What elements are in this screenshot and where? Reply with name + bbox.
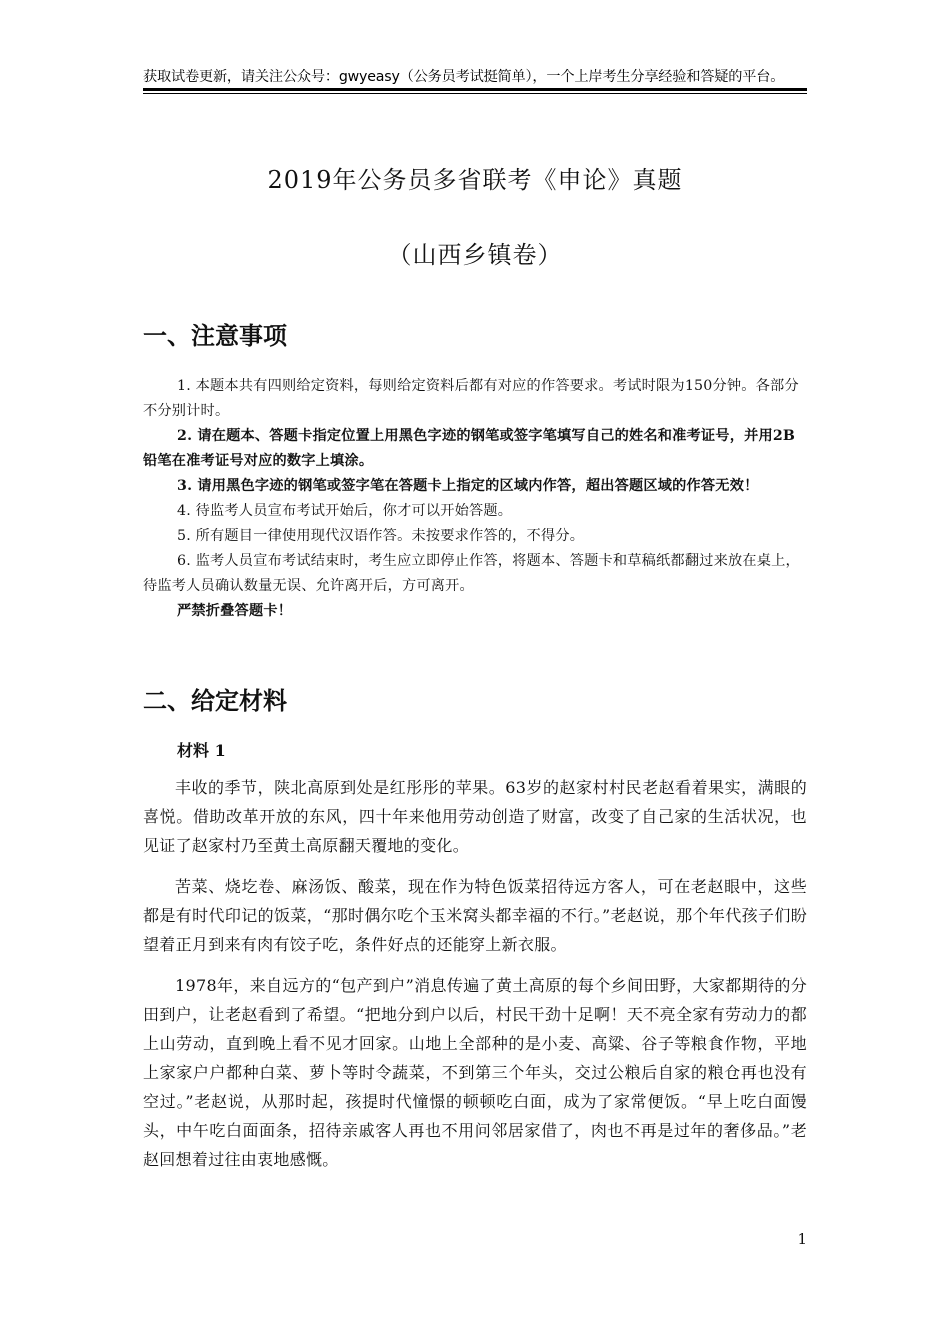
- note-item: 4. 待监考人员宣布考试开始后，你才可以开始答题。: [177, 503, 513, 519]
- note-item: 2. 请在题本、答题卡指定位置上用黑色字迹的钢笔或签字笔填写自己的姓名和准考证号，并用2B铅笔在准考证号对应的数字上填涂。: [143, 428, 796, 469]
- header-notice: 获取试卷更新，请关注公众号：gwyeasy（公务员考试挺简单），一个上岸考生分享经验和答疑的平台。: [143, 69, 785, 85]
- document-subtitle: （山西乡镇卷）: [387, 241, 563, 269]
- note-item: 5. 所有题目一律使用现代汉语作答。未按要求作答的，不得分。: [177, 528, 585, 544]
- document-title: 2019年公务员多省联考《申论》真题: [267, 166, 683, 194]
- note-item: 6. 监考人员宣布考试结束时，考生应立即停止作答，将题本、答题卡和草稿纸都翻过来放在桌上，待监考人员确认数量无误、允许离开后，方可离开。: [143, 553, 800, 594]
- header-divider-thin: [143, 93, 807, 94]
- note-warning: 严禁折叠答题卡！: [177, 603, 293, 619]
- note-item: 3. 请用黑色字迹的钢笔或签字笔在答题卡上指定的区域内作答，超出答题区域的作答无效！: [177, 478, 759, 494]
- material-label: 材料 1: [177, 741, 226, 760]
- notes-heading: 一、注意事项: [143, 322, 287, 350]
- material-paragraph: 1978年，来自远方的“包产到户”消息传遍了黄土高原的每个乡间田野，大家都期待的分田到户，让老赵看到了希望。“把地分到户以后，村民干劲十足啊！天不亮全家有劳动力的都上山劳动，直到晚上看不见才回家。山地上全部种的是小麦、高粱、谷子等粮食作物，平地上家家户户都种白菜、萝卜等时令蔬菜，不到第三个年头，交过公粮后自家的粮仓再也没有空过。”老赵说，从那时起，孩提时代憧憬的顿顿吃白面，成为了家常便饭。“早上吃白面馒头，中午吃白面面条，招待亲戚客人再也不用问邻居家借了，肉也不再是过年的奢侈品。”老赵回想着过往由衷地感慨。: [143, 976, 807, 1169]
- note-item: 1. 本题本共有四则给定资料，每则给定资料后都有对应的作答要求。考试时限为150分钟。各部分不分别计时。: [143, 378, 799, 419]
- page-number: 1: [797, 1230, 807, 1248]
- notes-list: [143, 374, 807, 624]
- material-paragraph: 苦菜、烧圪卷、麻汤饭、酸菜，现在作为特色饭菜招待远方客人，可在老赵眼中，这些都是有时代印记的饭菜，“那时偶尔吃个玉米窝头都幸福的不行。”老赵说，那个年代孩子们盼望着正月到来有肉有饺子吃，条件好点的还能穿上新衣服。: [143, 877, 807, 954]
- material-body: [143, 773, 807, 1186]
- materials-heading: 二、给定材料: [143, 687, 287, 715]
- header-divider-thick: [143, 88, 807, 91]
- material-paragraph: 丰收的季节，陕北高原到处是红彤彤的苹果。63岁的赵家村村民老赵看着果实，满眼的喜悦。借助改革开放的东风，四十年来他用劳动创造了财富，改变了自己家的生活状况，也见证了赵家村乃至黄土高原翻天覆地的变化。: [143, 778, 807, 855]
